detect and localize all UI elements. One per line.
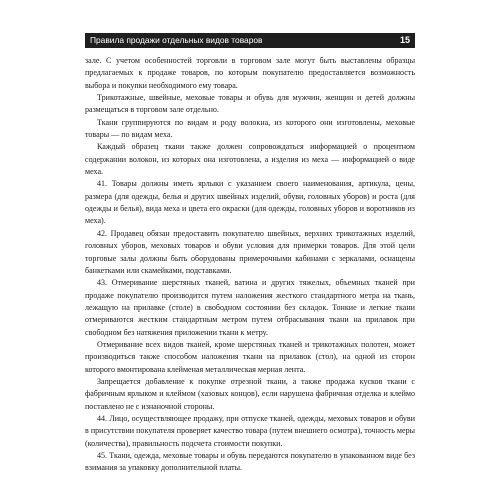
- header-title: Правила продажи отдельных видов товаров: [90, 35, 263, 45]
- paragraph-fabric-info: Каждый образец ткани также должен сопровождаться информацией о процентном содержании волокон, из которых она изготовлена, а изделия из меха — информацией о виде меха.: [85, 142, 415, 177]
- paragraph-display-separation: Трикотажные, швейные, меховые товары и обувь для мужчин, женщин и детей должны размещаться в торговом зале отдельно.: [85, 93, 415, 115]
- paragraph-45-packaging: 45. Ткани, одежда, меховые товары и обувь передаются покупателю в упакованном виде без взимания за упаковку дополнительной платы.: [85, 451, 415, 473]
- page-body: [85, 55, 415, 475]
- paragraph-fabric-grouping: Ткани группируются по видам и роду волокна, из которого они изготовлены, меховые товары — по видам меха.: [85, 117, 415, 140]
- paragraph-43-prohibition: Запрещается добавление к покупке отрезной ткани, а также продажа кусков ткани с фабричным ярлыком и клеймом (хазовых концов), если нарушена фабричная отделка и клеймо поставлено не с изнаночной стороны.: [85, 376, 415, 411]
- paragraph-42-fitting: 42. Продавец обязан предоставить покупателю швейных, верхних трикотажных изделий, головных уборов, меховых товаров и обуви условия для примерки товаров. Для этой цели торговые залы должны быть оборудованы примерочными кабинами с зеркалами, оснащены банкетками или скамейками, подставками.: [85, 228, 415, 275]
- paragraph-44-inspection: 44. Лицо, осуществляющее продажу, при отпуске тканей, одежды, меховых товаров и обуви в присутствии покупателя проверяет качество товара (путем внешнего осмотра), точность меры (количества), правильность подсчета стоимости покупки.: [85, 413, 415, 448]
- running-header: [85, 33, 415, 48]
- paragraph-continuation: зале. С учетом особенностей торговли в торговом зале могут быть выставлены образцы предлагаемых к продаже товаров, по которым покупателю предоставляется возможность выбора и покупки необходимого ему товара.: [85, 56, 415, 90]
- paragraph-43-measuring: 43. Отмеривание шерстяных тканей, ватина и других тяжелых, объемных тканей при продаже покупателю производится путем наложения жесткого стандартного метра на ткань, лежащую на прилавке (столе) в свободном состоянии без складок. Тонкие и легкие ткани отмериваются жестким стандартным метром путем отбрасывания ткани на прилавок при свободном без натяжения приложении ткани к метру.: [85, 278, 415, 337]
- paragraph-41-labels: 41. Товары должны иметь ярлыки с указанием своего наименования, артикула, цены, размера (для одежды, белья и других швейных изделий, обуви, головных уборов) и роста (для одежды и белья), вида меха и цвета его окраски (для одежды, головных уборов и воротников из меха).: [85, 179, 415, 226]
- page-number: 15: [399, 35, 410, 45]
- paragraph-43-counter-tape: Отмеривание всех видов тканей, кроме шерстяных тканей и трикотажных полотен, может производиться также способом наложения ткани на прилавок (стол), на одной из сторон которого вмонтирована клейменая металлическая мерная лента.: [85, 339, 415, 374]
